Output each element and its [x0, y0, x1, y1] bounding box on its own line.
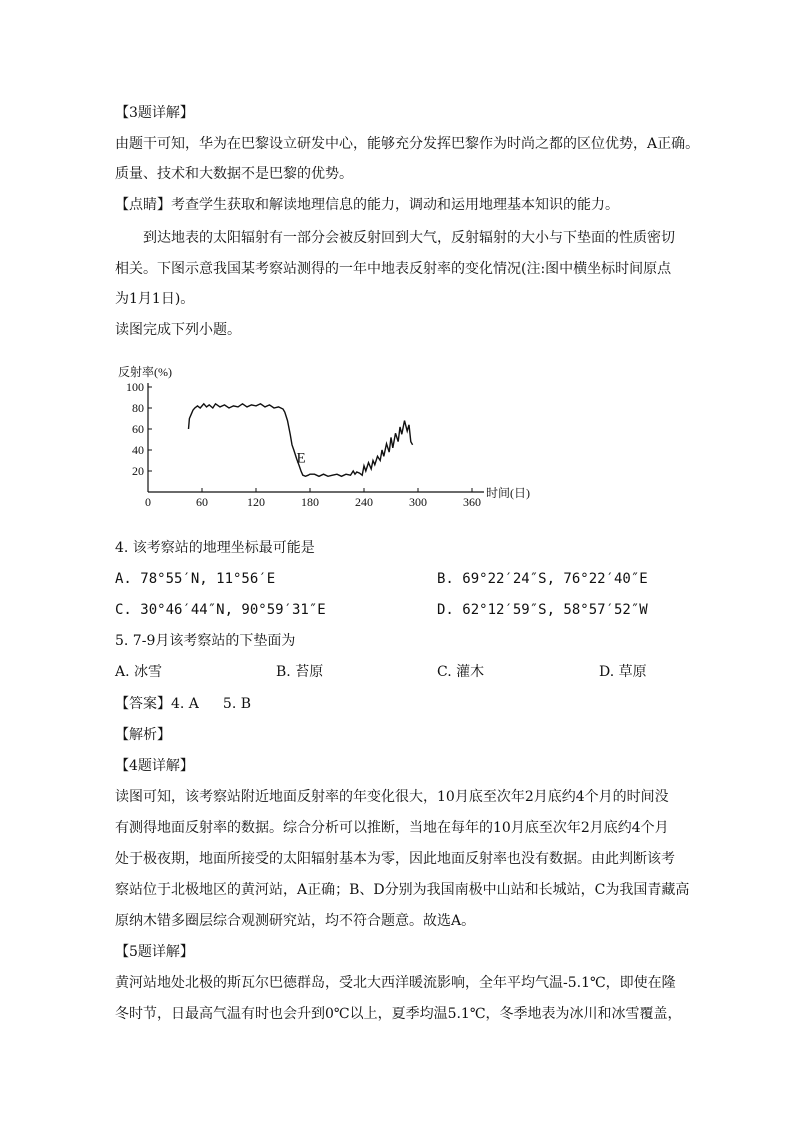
x-axis-label: 时间(日) — [486, 486, 530, 500]
y-tick-label: 40 — [132, 443, 144, 457]
section5-heading: 【5题详解】 — [115, 944, 194, 960]
section4-line-4: 察站位于北极地区的黄河站，A正确；B、D分别为我国南极中山站和长城站，C为我国青藏高 — [115, 882, 690, 898]
intro-line-2: 相关。下图示意我国某考察站测得的一年中地表反射率的变化情况(注:图中横坐标时间原点 — [115, 261, 672, 277]
section4-line-3: 处于极夜期，地面所接受的太阳辐射基本为零，因此地面反射率也没有数据。由此判断该考 — [115, 851, 675, 867]
x-tick-label: 240 — [355, 495, 373, 509]
point-annotation: E — [296, 450, 306, 467]
section3-text-2: 质量、技术和大数据不是巴黎的优势。 — [115, 166, 353, 182]
intro-line-3: 为1月1日)。 — [115, 291, 195, 307]
section3-text-1: 由题干可知，华为在巴黎设立研发中心，能够充分发挥巴黎作为时尚之都的区位优势，A正确。 — [115, 136, 700, 152]
section3-note: 【点睛】考查学生获取和解读地理信息的能力，调动和运用地理基本知识的能力。 — [115, 197, 619, 213]
section5-line-2: 冬时节，日最高气温有时也会升到0℃以上，夏季均温5.1℃，冬季地表为冰川和冰雪覆盖， — [115, 1006, 682, 1022]
section5-line-1: 黄河站地处北极的斯瓦尔巴德群岛，受北大西洋暖流影响，全年平均气温-5.1℃，即使在隆 — [115, 975, 676, 991]
section4-line-1: 读图可知，该考察站附近地面反射率的年变化很大，10月底至次年2月底约4个月的时间没 — [115, 789, 669, 805]
q5-option-a: A. 冰雪 — [115, 664, 163, 680]
section4-line-5: 原纳木错多圈层综合观测研究站，均不符合题意。故选A。 — [115, 913, 476, 929]
x-tick-label: 0 — [145, 495, 151, 509]
section4-heading: 【4题详解】 — [115, 758, 194, 774]
x-axis-ticks — [145, 488, 481, 509]
answer-row — [115, 694, 251, 714]
q4-option-b: B. 69°22′24″S, 76°22′40″E — [437, 571, 648, 587]
answer-4: 4. A — [171, 696, 199, 712]
reflectance-chart — [110, 362, 560, 512]
intro-line-1: 到达地表的太阳辐射有一部分会被反射回到大气，反射辐射的大小与下垫面的性质密切 — [143, 230, 675, 246]
x-tick-label: 120 — [247, 495, 265, 509]
q4-option-c: C. 30°46′44″N, 90°59′31″E — [115, 602, 326, 618]
q5-option-d: D. 草原 — [599, 664, 647, 680]
section3-heading: 【3题详解】 — [115, 105, 194, 121]
q4-stem: 4. 该考察站的地理坐标最可能是 — [115, 540, 315, 556]
analysis-heading: 【解析】 — [115, 727, 171, 743]
section4-line-2: 有测得地面反射率的数据。综合分析可以推断，当地在每年的10月底至次年2月底约4个月 — [115, 820, 669, 836]
y-tick-label: 60 — [132, 422, 144, 436]
y-tick-label: 80 — [132, 401, 144, 415]
x-tick-label: 180 — [301, 495, 319, 509]
answer-5: 5. B — [222, 696, 252, 712]
intro-line-4: 读图完成下列小题。 — [115, 322, 241, 338]
y-tick-label: 100 — [126, 380, 144, 394]
q5-option-b: B. 苔原 — [276, 664, 324, 680]
x-tick-label: 60 — [196, 495, 208, 509]
q4-option-a: A. 78°55′N, 11°56′E — [115, 571, 276, 587]
y-tick-label: 20 — [132, 464, 144, 478]
q5-option-c: C. 灌木 — [437, 664, 485, 680]
answer-label: 【答案】 — [115, 696, 171, 712]
y-axis-label: 反射率(%) — [118, 365, 172, 379]
q5-stem: 5. 7-9月该考察站的下垫面为 — [115, 633, 296, 649]
x-tick-label: 360 — [463, 495, 481, 509]
x-tick-label: 300 — [409, 495, 427, 509]
q4-option-d: D. 62°12′59″S, 58°57′52″W — [437, 602, 648, 618]
